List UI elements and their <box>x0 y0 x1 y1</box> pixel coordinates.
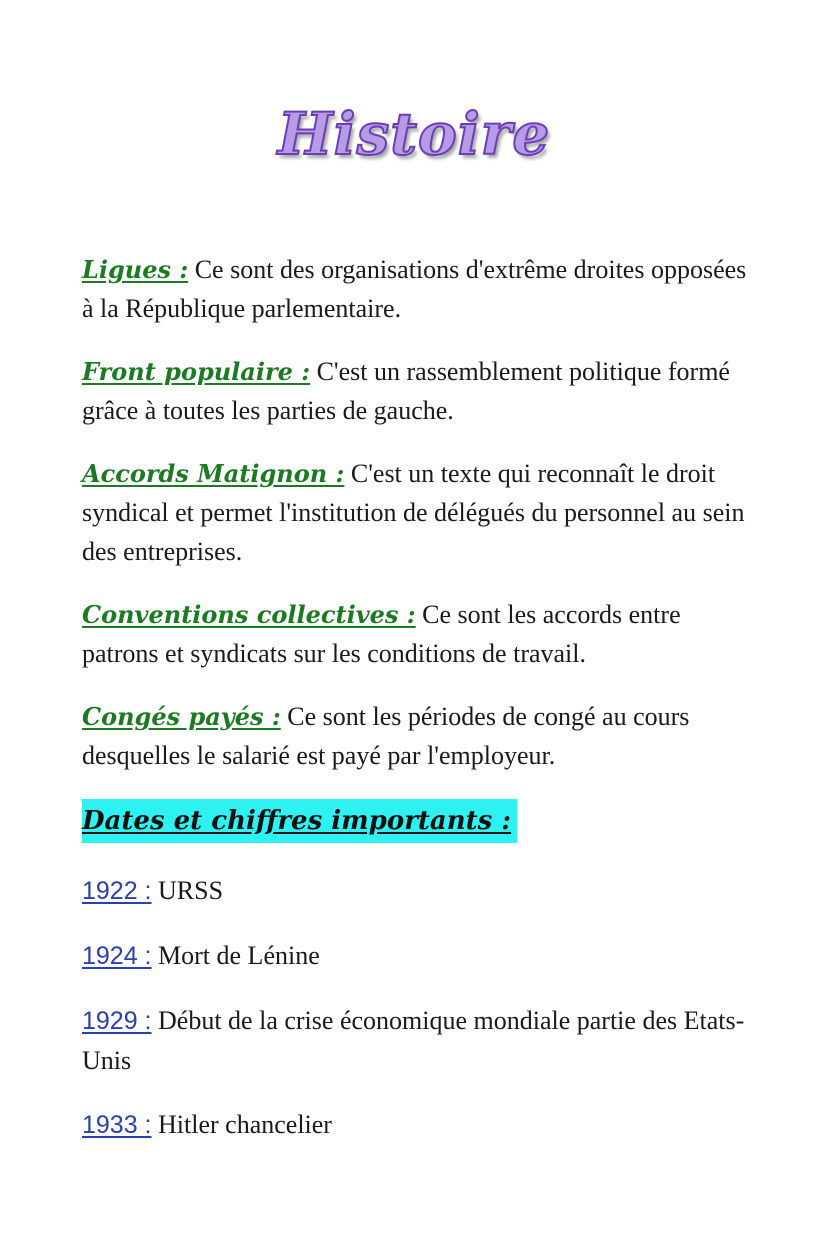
definition-term: Accords Matignon : <box>82 459 345 488</box>
definition-term: Conventions collectives : <box>82 600 416 629</box>
dates-heading: Dates et chiffres importants : <box>82 799 517 843</box>
definition-text: Ce sont des organisations d'extrême droites opposées à la République parlementaire. <box>82 255 747 323</box>
date-text: Début de la crise économique mondiale partie des Etats-Unis <box>82 1006 745 1075</box>
definition-text: Ce sont les périodes de congé au cours desquelles le salarié est payé par l'employeur. <box>82 702 690 770</box>
date-entry-1922 <box>82 871 762 911</box>
date-year: 1933 : <box>82 1111 152 1139</box>
date-text: Mort de Lénine <box>151 941 320 970</box>
date-year: 1924 : <box>82 942 152 970</box>
content-body <box>82 250 762 1170</box>
date-year: 1922 : <box>82 877 152 905</box>
definition-text: C'est un texte qui reconnaît le droit syndical et permet l'institution de délégués du personnel au sein des entreprises. <box>82 459 745 566</box>
date-entry-1929 <box>82 1001 762 1080</box>
date-text: URSS <box>151 876 224 905</box>
dates-heading-row <box>82 799 762 845</box>
definition-front-populaire <box>82 352 762 430</box>
definition-term: Congés payés : <box>82 702 281 731</box>
date-text: Hitler chancelier <box>151 1110 332 1139</box>
definition-accords-matignon <box>82 454 762 571</box>
definition-text: C'est un rassemblement politique formé grâce à toutes les parties de gauche. <box>82 357 730 425</box>
definition-conges-payes <box>82 697 762 775</box>
date-entry-1933 <box>82 1105 762 1145</box>
definition-ligues <box>82 250 762 328</box>
date-year: 1929 : <box>82 1007 152 1035</box>
definition-text: Ce sont les accords entre patrons et syndicats sur les conditions de travail. <box>82 600 681 668</box>
page-title: Histoire <box>277 100 551 168</box>
date-entry-1924 <box>82 936 762 976</box>
definition-term: Ligues : <box>82 255 189 284</box>
definition-term: Front populaire : <box>82 357 311 386</box>
definition-conventions-collectives <box>82 595 762 673</box>
